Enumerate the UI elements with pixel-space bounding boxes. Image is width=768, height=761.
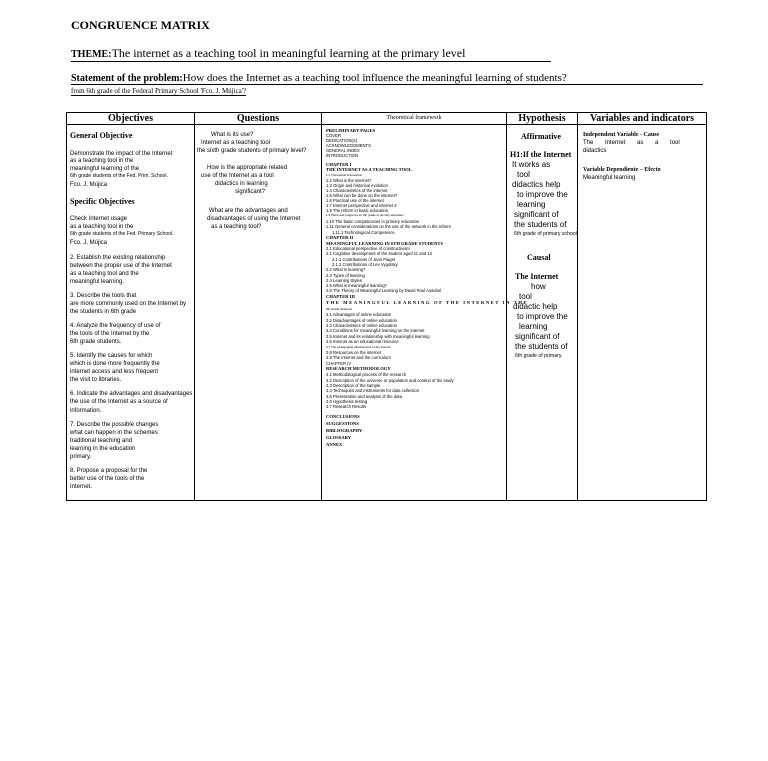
column-header-objectives: Objectives [67, 113, 195, 125]
framework-line: GLOSSARY [326, 435, 352, 440]
framework-line: CHAPTER II [326, 235, 354, 240]
framework-line: 4.2 Description of the universe or population and context of the study [326, 378, 454, 383]
table-body-row [67, 125, 707, 501]
column-header-questions: Questions [195, 113, 322, 125]
framework-line: 1.11.1 Technological Competence [332, 230, 395, 235]
framework-line: 3.3 Characteristics of online education [326, 323, 397, 328]
specific-objective-line: learning in the education [70, 446, 136, 452]
column-header-variables: Variables and indicators [578, 113, 707, 125]
framework-line: 2.1 Cognitive development of the student aged 11 and 12 [326, 251, 433, 256]
framework-line: 2.2 What is learning? [326, 267, 366, 272]
general-objective-line: Fco. J. Mújica [70, 182, 108, 188]
specific-objective-line: as a teaching tool and the [70, 271, 139, 277]
framework-line: 1.5 What can be done on the internet? [326, 193, 398, 198]
framework-line: 4.3 Description of the sample [326, 383, 381, 388]
framework-line: 3.9 The internet and the curriculum [326, 355, 391, 360]
framework-line: 3.2 Disadvantages of online education [326, 318, 398, 323]
theme-line [71, 46, 551, 62]
question-line: significant? [235, 189, 266, 195]
page-title: CONGRUENCE MATRIX [71, 18, 210, 32]
affirmative-heading: Affirmative [521, 132, 561, 141]
framework-line: 3.5 Internet and its relationship with meaningful learning [326, 334, 430, 339]
statement-line [71, 72, 703, 85]
framework-line: DEDICATION(S) [326, 138, 358, 143]
statement-text: How does the Internet as a teaching tool influence the meaningful learning of students? [182, 72, 567, 84]
questions-cell [195, 125, 322, 501]
affirmative-line: the students of [514, 220, 567, 229]
independent-variable-line: didactics [583, 148, 607, 154]
specific-objective-line: better use of the tools of the [70, 476, 145, 482]
framework-line: 1.4 Characteristics of the internet [326, 188, 388, 193]
framework-line: 4.1 Methodological process of the research [326, 372, 407, 377]
specific-objective-line: internet access and less frequent [70, 369, 159, 375]
specific-objective-line: which is done more frequently the [70, 361, 160, 367]
framework-line: ANNEX [326, 442, 343, 447]
causal-heading: Causal [527, 253, 551, 262]
question-line: the sixth grade students of primary level? [197, 148, 307, 154]
framework-line: 3.1 Advantages of online education [326, 312, 392, 317]
framework-line: CONCLUSIONS [326, 414, 360, 419]
question-line: What are the advantages and [209, 208, 288, 214]
independent-variable-label: Independent Variable - Cause [583, 132, 660, 138]
general-objective-line: 6th grade students of the Fed. Prim. School. [70, 173, 168, 179]
variables-cell [578, 125, 707, 501]
framework-line: INTRODUCTION [326, 153, 359, 158]
specific-objective-line: the visit to libraries. [70, 377, 122, 383]
framework-line: 3.8 Resources on the internet [326, 350, 381, 355]
framework-line: 1.2 What is the internet? [326, 178, 372, 183]
framework-line: 1.11 General considerations on the use of the network in the reform [326, 224, 451, 229]
general-objective-heading: General Objective [70, 131, 133, 140]
general-objective-line: Demonstrate the impact of the Internet [70, 151, 173, 157]
general-objective-line: as a teaching tool in the [70, 158, 134, 164]
table-header-row [67, 113, 707, 125]
question-line: disadvantages of using the Internet [207, 216, 301, 222]
objectives-cell [67, 125, 195, 501]
framework-line: THE INTERNET AS A TEACHING TOOL [326, 167, 412, 172]
specific-objective-line: 6th grade students of the Fed. Primary School. [70, 231, 174, 237]
general-objective-line: meaningful learning of the [70, 166, 140, 172]
causal-line: learning [519, 322, 548, 331]
framework-cell [322, 125, 529, 501]
affirmative-line: tool [517, 170, 530, 179]
affirmative-line: significant of [514, 210, 559, 219]
framework-line: 1.7 Internet perspective and internet 2 [326, 203, 397, 208]
specific-objective-line: as a teaching tool in the [70, 224, 134, 230]
affirmative-line: 6th grade of primary school. [514, 231, 579, 237]
framework-line: 2.5 What is meaningful learning? [326, 283, 387, 288]
question-line: What is its use? [211, 132, 254, 138]
framework-line: 3.4 Conditions for meaningful learning on the internet [326, 328, 425, 333]
question-line: didactics in learning [215, 181, 268, 187]
framework-line: RESEARCH METHODOLOGY [326, 366, 391, 371]
affirmative-line: It works as [512, 160, 551, 169]
framework-line: MEANINGFUL LEARNING IN 6TH GRADE STUDENTS [326, 241, 444, 246]
hypothesis-cell [507, 125, 578, 501]
affirmative-line: learning [517, 200, 546, 209]
framework-line: 4.4 Techniques and instruments for data collection [326, 388, 420, 393]
specific-objective-line: 4. Analyze the frequency of use of [70, 323, 161, 329]
independent-variable-line: The Internet as a tool [583, 140, 680, 146]
specific-objective-line: 8. Propose a proposal for the [70, 468, 148, 474]
specific-objectives-heading: Specific Objectives [70, 197, 135, 206]
specific-objective-line: Check Internet usage [70, 216, 128, 222]
specific-objective-line: 7. Describe the possible changes [70, 422, 159, 428]
specific-objective-line: the tools of the Internet by the [70, 331, 150, 337]
specific-objective-line: 2. Establish the existing relationship [70, 255, 166, 261]
causal-line: significant of [515, 332, 560, 341]
framework-line: 1.3 Origin and historical evolution [326, 183, 388, 188]
question-line: use of the Internet as a tool [201, 173, 274, 179]
causal-line: tool [519, 292, 532, 301]
causal-line: 6th grade of primary. [515, 353, 563, 359]
framework-line: SUGGESTIONS [326, 421, 359, 426]
column-header-framework: Theoretical framework [322, 113, 507, 125]
framework-line: COVER [326, 133, 341, 138]
specific-objective-line: what can happen in the schemes [70, 430, 158, 436]
specific-objective-line: the use of the Internet as a source of [70, 399, 168, 405]
specific-objective-line: meaningful learning. [70, 279, 125, 285]
framework-line: THE MEANINGFUL LEARNING OF THE INTERNET IN THE [326, 300, 529, 305]
specific-objective-line: primary. [70, 454, 92, 460]
framework-line: GENERAL INDEX [326, 148, 360, 153]
framework-line: 2.1.2 Contributions of Lev Vygotsky [332, 262, 398, 267]
framework-line: CHAPTER III [326, 294, 355, 299]
causal-label: The Internet [515, 272, 559, 281]
causal-line: the students of [515, 342, 568, 351]
specific-objective-line: traditional teaching and [70, 438, 133, 444]
specific-objective-line: Fco. J. Mújica [70, 240, 108, 246]
question-line: as a teaching tool? [211, 224, 262, 230]
statement-continuation: from 6th grade of the Federal Primary School 'Fco. J. Mújica'? [71, 87, 247, 95]
column-header-hypothesis: Hypothesis [507, 113, 578, 125]
affirmative-line: didactics help [512, 180, 561, 189]
framework-line: CHAPTER IV [326, 361, 352, 366]
framework-line: 1.10 The basic competencies in primary education [326, 219, 420, 224]
theme-text: The internet as a teaching tool in meaningful learning at the primary level [111, 46, 466, 60]
specific-objective-line: the students in 6th grade [70, 309, 137, 315]
framework-line: 2.3 Types of learning [326, 273, 365, 278]
specific-objective-line: information. [70, 408, 102, 414]
specific-objective-line: between the proper use of the Internet [70, 263, 172, 269]
causal-line: how [531, 282, 546, 291]
framework-line: 4.7 Research Results [326, 404, 367, 409]
framework-line: 1.1 Theoretical Framework [326, 173, 362, 177]
dependent-variable-label: Variable Dependiente – Efecto [583, 167, 661, 173]
specific-objective-line: 5. Identify the causes for which [70, 353, 153, 359]
framework-line: PRELIMINARY PAGES [326, 128, 376, 133]
framework-line: 2.4 Learning Styles [326, 278, 362, 283]
framework-line: 4.6 Hypothesis testing [326, 399, 368, 404]
framework-line: CHAPTER I [326, 162, 352, 167]
theme-label: THEME: [71, 49, 112, 60]
framework-line: 3.7 The pedagogical effectiveness of the Internet [326, 345, 391, 349]
framework-line: 4.5 Presentation and analysis of the data [326, 394, 402, 399]
framework-line: 2.1.1 Contributions of Jean Piaget [332, 257, 396, 262]
question-line: How is the appropriate related [207, 165, 288, 171]
framework-line: 1.9 Plans and programs for 6th grade of primary education [326, 213, 404, 217]
framework-line: 1.6 Practical use of the internet [326, 198, 384, 203]
dependent-variable-line: Meaningful learning [583, 175, 636, 181]
specific-objective-line: 3. Describe the tools that [70, 293, 137, 299]
affirmative-line: to improve the [517, 190, 568, 199]
specific-objective-line: 6. Indicate the advantages and disadvantages [70, 391, 193, 397]
framework-line: 3.6 Internet as an educational resource [326, 339, 399, 344]
causal-line: didactic help [513, 302, 558, 311]
framework-line: BIBLIOGRAPHY [326, 428, 363, 433]
congruence-matrix-table [66, 112, 707, 501]
statement-label: Statement of the problem: [71, 73, 183, 84]
framework-line: ACKNOWLEDGMENTS [326, 143, 371, 148]
framework-line: 1.8 The reform in basic education [326, 208, 389, 213]
specific-objective-line: are more commonly used on the Internet by [70, 301, 187, 307]
framework-line: 6th Grade Students [326, 307, 353, 311]
question-line: Internet as a teaching tool [201, 140, 271, 146]
specific-objective-line: 6th grade students. [70, 339, 122, 345]
causal-line: to improve the [517, 312, 568, 321]
h1-label: H1:If the Internet [510, 150, 572, 159]
framework-line: 2.6 The Theory of Meaningful Learning by David Paul Ausubel [326, 288, 442, 293]
framework-line: 2.1 Educational perspective of constructivism [326, 246, 410, 251]
specific-objective-line: Internet. [70, 484, 93, 490]
